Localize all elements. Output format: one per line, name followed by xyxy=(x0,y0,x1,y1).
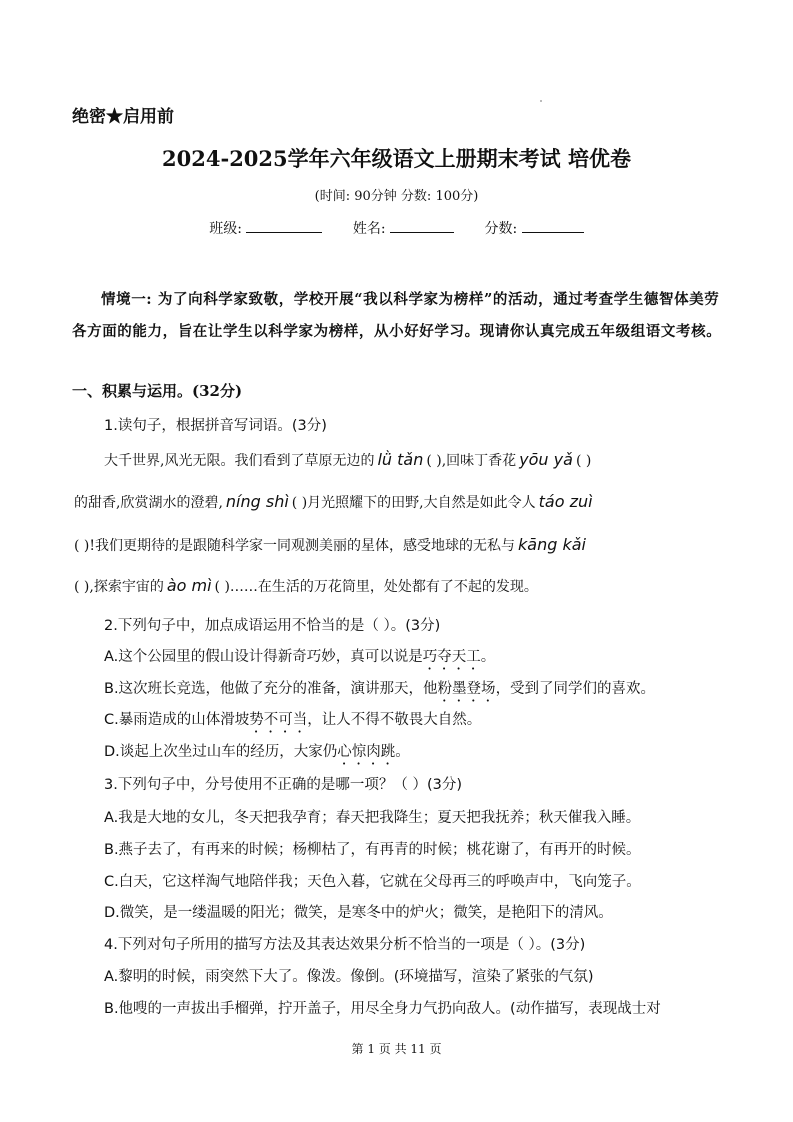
q1-text: ( ),探索宇宙的 xyxy=(74,579,164,595)
option-text: B.这次班长竞选，他做了充分的准备，演讲那天，他 xyxy=(104,681,438,697)
q2-option-c[interactable] xyxy=(104,708,481,736)
q1-line-4 xyxy=(74,576,734,596)
pinyin-taozui: táo zuì xyxy=(538,492,593,511)
dotted-idiom: 巧夺天工 xyxy=(422,649,481,665)
pinyin-lvtan: lǜ tǎn xyxy=(377,450,424,469)
student-info-row xyxy=(0,218,793,238)
name-blank[interactable] xyxy=(390,218,454,233)
q1-stem: 1.读句子，根据拼音写词语。(3分) xyxy=(104,418,327,434)
scenario-paragraph: 情境一: 为了向科学家致敬，学校开展“我以科学家为榜样”的活动，通过考查学生德智体美劳各方面的能力，旨在让学生以科学家为榜样，从小好好学习。现请你认真完成五年级组语文考核。 xyxy=(72,291,722,340)
q1-line-2 xyxy=(74,492,734,512)
q3-option-c[interactable]: C.白天，它这样淘气地陪伴我；天色入暮，它就在父母再三的呼唤声中，飞向笼子。 xyxy=(104,874,641,890)
q1-line-3 xyxy=(74,535,734,555)
class-blank[interactable] xyxy=(246,218,322,233)
q1-text: ( )!我们更期待的是跟随科学家一同观测美丽的星体，感受地球的无私与 xyxy=(74,538,515,554)
q3-option-a[interactable]: A.我是大地的女儿，冬天把我孕育；春天把我降生；夏天把我抚养；秋天催我入睡。 xyxy=(104,810,641,826)
option-text: 。 xyxy=(395,744,410,760)
q3-stem: 3.下列句子中，分号使用不正确的是哪一项？（ ）(3分) xyxy=(104,777,462,793)
q1-text: 的甜香,欣赏湖水的澄碧, xyxy=(74,495,223,511)
q1-line-1 xyxy=(104,450,764,470)
pinyin-youya: yōu yǎ xyxy=(519,450,573,469)
class-label: 班级: xyxy=(209,221,242,237)
dotted-idiom: 心惊肉跳 xyxy=(337,744,396,760)
exam-title: 2024-2025学年六年级语文上册期末考试 培优卷 xyxy=(162,146,631,171)
option-text: ，让人不得不敬畏大自然。 xyxy=(307,712,482,728)
option-text: C.暴雨造成的山体滑坡 xyxy=(104,712,250,728)
option-text: ，受到了同学们的喜欢。 xyxy=(495,681,656,697)
exam-meta: (时间: 90分钟 分数: 100分) xyxy=(314,189,479,204)
option-text: A.这个公园里的假山设计得新奇巧妙，真可以说是 xyxy=(104,649,423,665)
pinyin-kangkai: kāng kǎi xyxy=(518,535,586,554)
scan-speck xyxy=(540,100,542,102)
option-text: D.谈起上次坐过山车的经历，大家仍 xyxy=(104,744,338,760)
option-text: 。 xyxy=(480,649,496,665)
secret-label: 绝密★启用前 xyxy=(72,107,174,127)
q1-text: ( )月光照耀下的田野,大自然是如此令人 xyxy=(291,495,536,511)
dotted-idiom: 势不可当 xyxy=(249,712,308,728)
q1-text: ( ),回味丁香花 xyxy=(426,453,517,469)
q2-option-a[interactable] xyxy=(104,645,495,673)
q2-stem: 2.下列句子中，加点成语运用不恰当的是（ ）。(3分) xyxy=(104,618,441,634)
q4-stem: 4.下列对句子所用的描写方法及其表达效果分析不恰当的一项是（ ）。(3分) xyxy=(104,937,586,953)
q3-option-d[interactable]: D.微笑，是一缕温暖的阳光；微笑，是寒冬中的炉火；微笑，是艳阳下的清风。 xyxy=(104,905,613,921)
q3-option-b[interactable]: B.燕子去了，有再来的时候；杨柳枯了，有再青的时候；桃花谢了，有再开的时候。 xyxy=(104,842,641,858)
score-blank[interactable] xyxy=(522,218,584,233)
q2-option-b[interactable] xyxy=(104,677,655,705)
q2-option-d[interactable] xyxy=(104,740,410,768)
q4-option-a[interactable]: A.黎明的时候，雨突然下大了。像泼。像倒。(环境描写，渲染了紧张的气氛) xyxy=(104,969,594,985)
pinyin-ningshi: níng shì xyxy=(225,492,289,511)
name-label: 姓名: xyxy=(352,221,386,237)
q1-text: 大千世界,风光无限。我们看到了草原无边的 xyxy=(104,453,375,469)
score-label: 分数: xyxy=(484,221,518,237)
dotted-idiom: 粉墨登场 xyxy=(437,681,496,697)
pinyin-aomi: ào mì xyxy=(166,576,212,595)
page-footer: 第 1 页 共 11 页 xyxy=(351,1042,442,1056)
section-heading-1: 一、积累与运用。(32分) xyxy=(72,382,243,400)
q1-text: ( )……在生活的万花筒里，处处都有了不起的发现。 xyxy=(214,579,538,595)
q4-option-b[interactable]: B.他嗖的一声拔出手榴弹，拧开盖子，用尽全身力气扔向敌人。(动作描写，表现战士对 xyxy=(104,1001,661,1017)
q1-text: ( ) xyxy=(575,453,592,469)
